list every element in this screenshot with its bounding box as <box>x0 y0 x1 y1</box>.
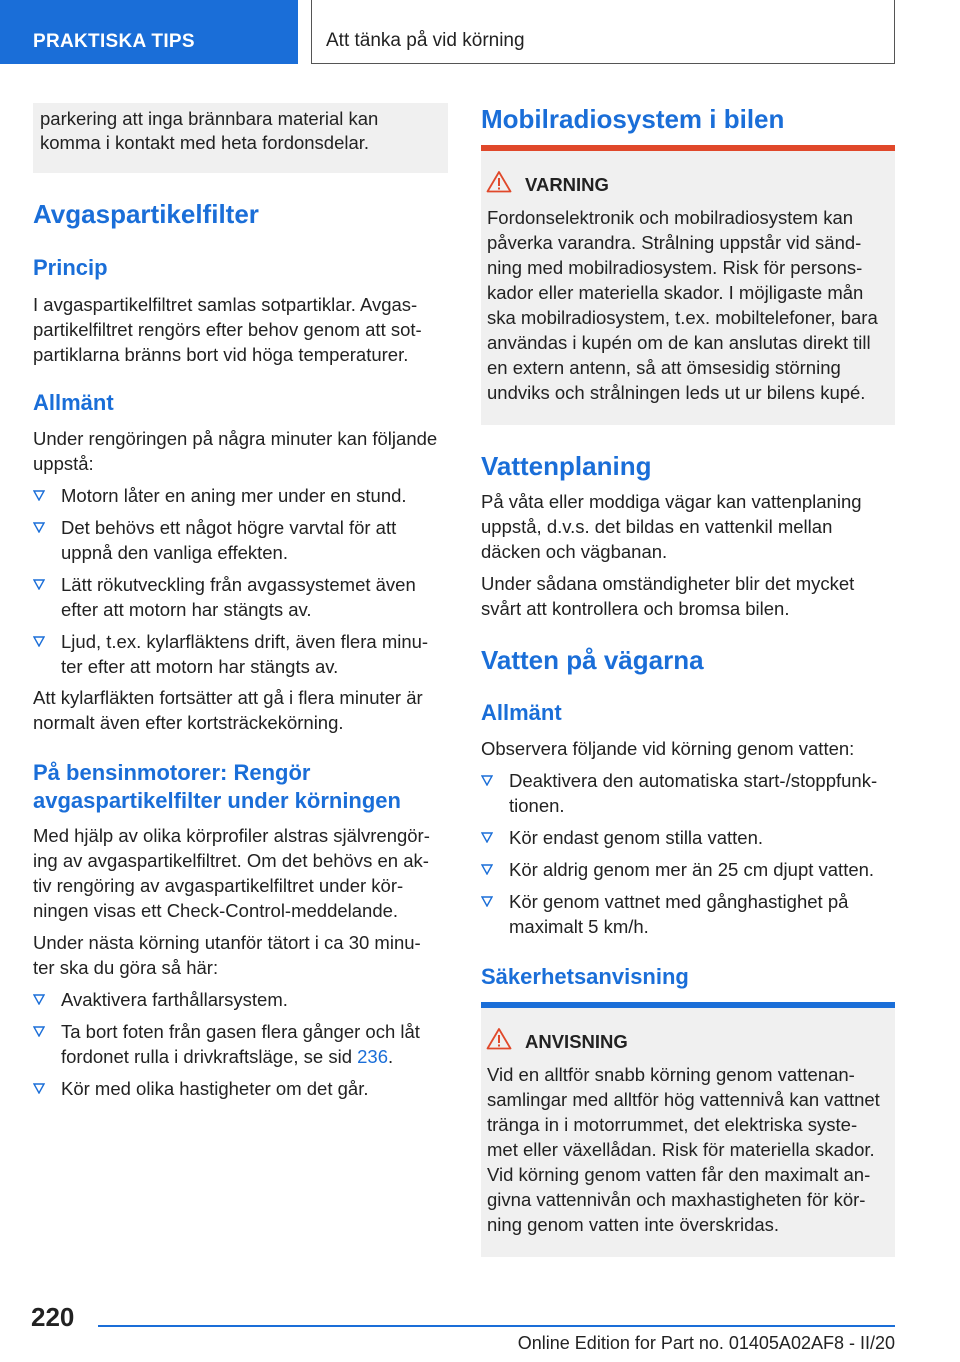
warning-line: en extern antenn, så att ömsesidig störning <box>487 357 841 378</box>
list-item-text <box>61 1044 393 1069</box>
intro-line: komma i kontakt med heta fordonsdelar. <box>40 132 370 153</box>
allmant-line: Under rengöringen på några minuter kan följande <box>33 428 438 449</box>
triangle-bullet-icon <box>481 889 493 907</box>
list-item-text: Lätt rökutveckling från avgassystemet även <box>61 574 416 595</box>
warning-icon <box>486 170 512 198</box>
under-line: svårt att kontrollera och bromsa bilen. <box>481 598 790 619</box>
notice-line: Vid en alltför snabb körning genom vattenan- <box>487 1064 855 1085</box>
page-reference-link[interactable]: 236 <box>357 1046 389 1067</box>
page-number: 220 <box>31 1302 75 1332</box>
list-item-text: Ta bort foten från gasen flera gånger och låt <box>61 1021 420 1042</box>
kylar-line: Att kylarfläkten fortsätter att gå i flera minuter är <box>33 687 423 708</box>
vatten-line: däcken och vägbanan. <box>481 541 668 562</box>
observera-line: Observera följande vid körning genom vatten: <box>481 738 855 759</box>
princip-line: partikelfiltret rengörs efter behov genom att sot- <box>33 319 422 340</box>
warning-line: undviks och strålningen leds ut ur bilens kupé. <box>487 382 866 403</box>
list-item-text: Motorn låter en aning mer under en stund. <box>61 485 407 506</box>
notice-line: Vid körning genom vatten får den maximalt an- <box>487 1164 871 1185</box>
heading-allmant-right: Allmänt <box>481 700 562 725</box>
notice-line: met eller växellådan. Risk för materiella skador. <box>487 1139 875 1160</box>
list-item-text-part: . <box>388 1046 394 1067</box>
triangle-bullet-icon <box>33 1019 45 1037</box>
vatten-line: uppstå, d.v.s. det bildas en vattenkil mellan <box>481 516 833 537</box>
list-item-text: maximalt 5 km/h. <box>509 916 649 937</box>
warning-title: VARNING <box>525 174 609 195</box>
footer-divider <box>98 1325 895 1327</box>
list-item-text: Deaktivera den automatiska start-/stoppfunk- <box>509 770 878 791</box>
list-item-text: Kör aldrig genom mer än 25 cm djupt vatten. <box>509 859 875 880</box>
kylar-line: normalt även efter kortsträckekörning. <box>33 712 344 733</box>
intro-line: parkering att inga brännbara material kan <box>40 108 379 129</box>
nasta-line: Under nästa körning utanför tätort i ca 30 minu- <box>33 932 421 953</box>
triangle-bullet-icon <box>33 987 45 1005</box>
princip-line: I avgaspartikelfiltret samlas sotpartiklar. Avgas- <box>33 294 418 315</box>
warning-line: ska mobilradiosystem, t.ex. mobiltelefoner, bara <box>487 307 878 328</box>
triangle-bullet-icon <box>33 515 45 533</box>
triangle-bullet-icon <box>33 483 45 501</box>
vatten-line: På våta eller moddiga vägar kan vattenplaning <box>481 491 862 512</box>
notice-line: givna vattennivån och maxhastigheten för kör- <box>487 1189 866 1210</box>
list-item-text: ter efter att motorn har stängts av. <box>61 656 339 677</box>
list-item-text: efter att motorn har stängts av. <box>61 599 312 620</box>
heading-princip: Princip <box>33 255 108 280</box>
chapter-title: Att tänka på vid körning <box>311 0 895 64</box>
list-item-text: Avaktivera farthållarsystem. <box>61 989 288 1010</box>
triangle-bullet-icon <box>33 629 45 647</box>
warning-line: påverka varandra. Strålning uppstår vid sänd- <box>487 232 862 253</box>
heading-mobilradiosystem: Mobilradiosystem i bilen <box>481 104 785 134</box>
notice-line: tränga in i motorrummet, det elektriska syste- <box>487 1114 858 1135</box>
warning-line: ning med mobilradiosystem. Risk för persons- <box>487 257 863 278</box>
triangle-bullet-icon <box>481 857 493 875</box>
bensin-line: tiv rengöring av avgaspartikelfiltret under kör- <box>33 875 404 896</box>
bensin-line: Med hjälp av olika körprofiler alstras självrengör- <box>33 825 430 846</box>
triangle-bullet-icon <box>481 825 493 843</box>
notice-line: ning genom vatten inte överskridas. <box>487 1214 780 1235</box>
section-tab: PRAKTISKA TIPS <box>0 0 298 64</box>
warning-line: Fordonselektronik och mobilradiosystem kan <box>487 207 854 228</box>
list-item-text: Ljud, t.ex. kylarfläktens drift, även flera minu- <box>61 631 429 652</box>
bensin-line: ing av avgaspartikelfiltret. Om det behövs en ak- <box>33 850 429 871</box>
princip-line: partiklarna bränns bort vid höga temperaturer. <box>33 344 409 365</box>
heading-allmant: Allmänt <box>33 390 114 415</box>
list-item-text: tionen. <box>509 795 565 816</box>
nasta-line: ter ska du göra så här: <box>33 957 219 978</box>
notice-icon <box>486 1027 512 1055</box>
list-item-text: Kör endast genom stilla vatten. <box>509 827 764 848</box>
heading-bensinmotorer: På bensinmotorer: Rengör <box>33 760 311 785</box>
triangle-bullet-icon <box>481 768 493 786</box>
list-item-text: Det behövs ett något högre varvtal för att <box>61 517 397 538</box>
under-line: Under sådana omständigheter blir det mycket <box>481 573 855 594</box>
heading-vattenplaning: Vattenplaning <box>481 451 652 481</box>
notice-title: ANVISNING <box>525 1031 628 1052</box>
allmant-line: uppstå: <box>33 453 94 474</box>
notice-line: samlingar med alltför hög vattennivå kan vattnet <box>487 1089 880 1110</box>
triangle-bullet-icon <box>33 572 45 590</box>
warning-line: användas i kupén om de kan anslutas direkt till <box>487 332 871 353</box>
heading-avgaspartikelfilter: Avgaspartikelfilter <box>33 199 259 229</box>
edition-text: Online Edition for Part no. 01405A02AF8 - II/20 <box>517 1333 895 1353</box>
list-item-text: Kör genom vattnet med gånghastighet på <box>509 891 849 912</box>
heading-vatten-pa-vagarna: Vatten på vägarna <box>481 645 704 675</box>
heading-sakerhetsanvisning: Säkerhetsanvisning <box>481 964 689 989</box>
warning-line: kador eller materiella skador. I möjligaste mån <box>487 282 864 303</box>
heading-bensinmotorer: avgaspartikelfilter under körningen <box>33 788 401 813</box>
list-item-text: uppnå den vanliga effekten. <box>61 542 288 563</box>
list-item-text-part: fordonet rulla i drivkraftsläge, se sid <box>61 1046 358 1067</box>
triangle-bullet-icon <box>33 1076 45 1094</box>
list-item-text: Kör med olika hastigheter om det går. <box>61 1078 369 1099</box>
bensin-line: ningen visas ett Check-Control-meddelande. <box>33 900 399 921</box>
